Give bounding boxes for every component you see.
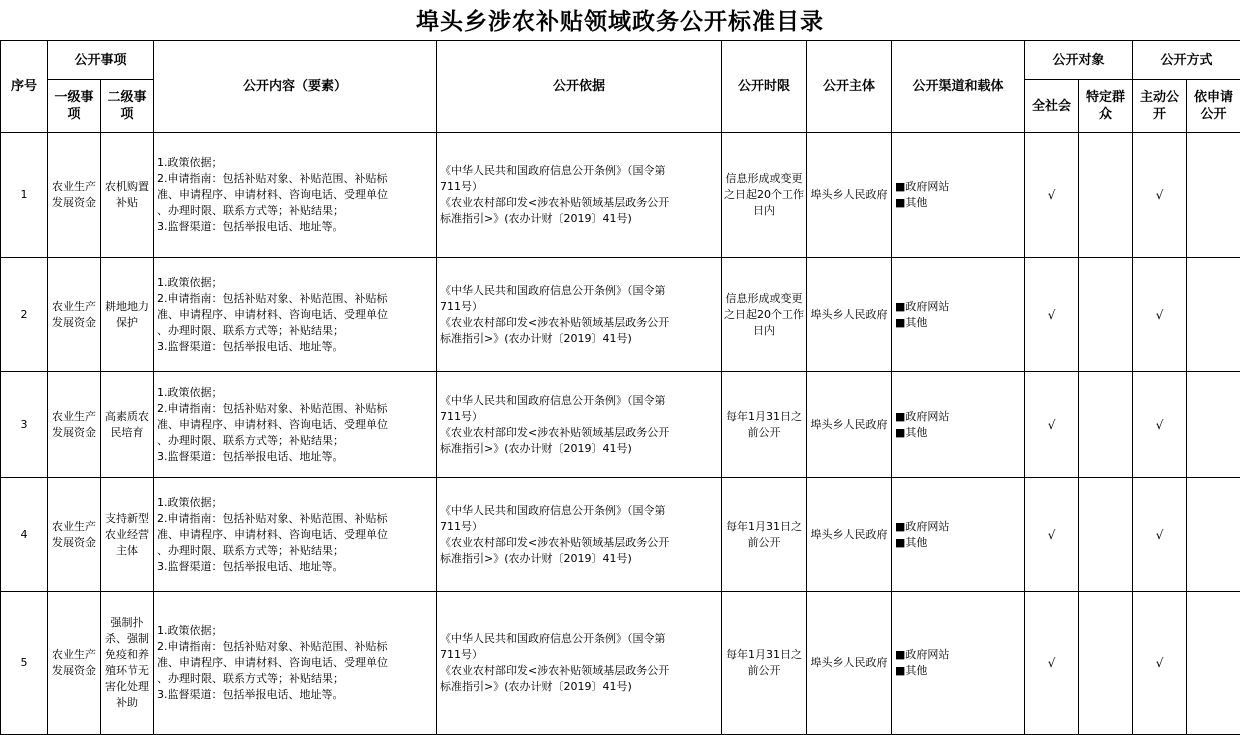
cell-basis-line: 《中华人民共和国政府信息公开条例》（国令第 (440, 631, 719, 647)
cell-channel-line: ■其他 (895, 663, 1022, 679)
cell-content-line: 3.监督渠道：包括举报电话、地址等。 (157, 339, 434, 355)
cell-basis-line: 711号） (440, 647, 719, 663)
cell-basis-line: 711号） (440, 299, 719, 315)
cell-time: 每年1月31日之前公开 (722, 592, 807, 735)
cell-basis-line: 《农业农村部印发<涉农补贴领域基层政务公开 (440, 195, 719, 211)
cell-content-line: 准、申请程序、申请材料、咨询电话、受理单位 (157, 655, 434, 671)
header-specific-group: 特定群众 (1079, 80, 1133, 133)
cell-content (154, 478, 437, 592)
cell-content-line: 1.政策依据； (157, 385, 434, 401)
cell-all-society: √ (1025, 478, 1079, 592)
cell-content-line: 2.申请指南：包括补贴对象、补贴范围、补贴标 (157, 171, 434, 187)
cell-active: √ (1133, 258, 1187, 372)
cell-level2: 农机购置补贴 (101, 133, 154, 258)
cell-content (154, 372, 437, 478)
cell-basis-line: 《农业农村部印发<涉农补贴领域基层政务公开 (440, 425, 719, 441)
cell-content-line: 2.申请指南：包括补贴对象、补贴范围、补贴标 (157, 639, 434, 655)
cell-channel-line: ■政府网站 (895, 409, 1022, 425)
cell-channel (892, 478, 1025, 592)
header-seq: 序号 (1, 41, 48, 133)
header-time: 公开时限 (722, 41, 807, 133)
cell-level2: 耕地地力保护 (101, 258, 154, 372)
cell-specific-group (1079, 592, 1133, 735)
header-level2: 二级事项 (101, 80, 154, 133)
cell-basis-line: 711号） (440, 409, 719, 425)
cell-content (154, 592, 437, 735)
cell-content-line: 1.政策依据； (157, 495, 434, 511)
cell-content-line: 、办理时限、联系方式等；补贴结果； (157, 543, 434, 559)
cell-channel-line: ■其他 (895, 195, 1022, 211)
header-all-society: 全社会 (1025, 80, 1079, 133)
header-active: 主动公开 (1133, 80, 1187, 133)
cell-subject: 埠头乡人民政府 (807, 478, 892, 592)
cell-specific-group (1079, 133, 1133, 258)
header-items: 公开事项 (48, 41, 154, 80)
cell-channel-line: ■政府网站 (895, 519, 1022, 535)
cell-basis (437, 133, 722, 258)
cell-all-society: √ (1025, 133, 1079, 258)
cell-channel-line: ■政府网站 (895, 179, 1022, 195)
cell-content-line: 、办理时限、联系方式等；补贴结果； (157, 323, 434, 339)
cell-level1: 农业生产发展资金 (48, 372, 101, 478)
cell-channel (892, 592, 1025, 735)
cell-basis-line: 《农业农村部印发<涉农补贴领域基层政务公开 (440, 535, 719, 551)
cell-content-line: 准、申请程序、申请材料、咨询电话、受理单位 (157, 527, 434, 543)
cell-all-society: √ (1025, 258, 1079, 372)
cell-channel-line: ■政府网站 (895, 647, 1022, 663)
cell-time: 信息形成或变更之日起20个工作日内 (722, 258, 807, 372)
cell-basis-line: 711号） (440, 519, 719, 535)
cell-content-line: 1.政策依据； (157, 623, 434, 639)
cell-basis-line: 《农业农村部印发<涉农补贴领域基层政务公开 (440, 663, 719, 679)
cell-time: 每年1月31日之前公开 (722, 372, 807, 478)
cell-active: √ (1133, 592, 1187, 735)
cell-content-line: 3.监督渠道：包括举报电话、地址等。 (157, 219, 434, 235)
cell-on-request (1187, 478, 1240, 592)
cell-content-line: 准、申请程序、申请材料、咨询电话、受理单位 (157, 417, 434, 433)
cell-specific-group (1079, 372, 1133, 478)
cell-content-line: 3.监督渠道：包括举报电话、地址等。 (157, 687, 434, 703)
cell-active: √ (1133, 133, 1187, 258)
cell-seq: 4 (1, 478, 48, 592)
cell-basis-line: 标准指引>》(农办计财〔2019〕41号) (440, 551, 719, 567)
cell-content-line: 、办理时限、联系方式等；补贴结果； (157, 433, 434, 449)
cell-content-line: 3.监督渠道：包括举报电话、地址等。 (157, 559, 434, 575)
cell-content (154, 258, 437, 372)
cell-on-request (1187, 372, 1240, 478)
cell-basis-line: 标准指引>》(农办计财〔2019〕41号) (440, 211, 719, 227)
cell-content-line: 准、申请程序、申请材料、咨询电话、受理单位 (157, 307, 434, 323)
cell-level2: 高素质农民培育 (101, 372, 154, 478)
cell-level1: 农业生产发展资金 (48, 258, 101, 372)
header-on-request: 依申请公开 (1187, 80, 1240, 133)
cell-content-line: 准、申请程序、申请材料、咨询电话、受理单位 (157, 187, 434, 203)
cell-subject: 埠头乡人民政府 (807, 133, 892, 258)
cell-basis (437, 592, 722, 735)
cell-basis-line: 标准指引>》(农办计财〔2019〕41号) (440, 441, 719, 457)
cell-level2: 强制扑杀、强制免疫和养殖环节无害化处理补助 (101, 592, 154, 735)
cell-content-line: 3.监督渠道：包括举报电话、地址等。 (157, 449, 434, 465)
cell-level1: 农业生产发展资金 (48, 592, 101, 735)
cell-specific-group (1079, 258, 1133, 372)
header-basis: 公开依据 (437, 41, 722, 133)
cell-all-society: √ (1025, 372, 1079, 478)
table-row (1, 258, 1240, 372)
cell-on-request (1187, 592, 1240, 735)
cell-basis-line: 《中华人民共和国政府信息公开条例》（国令第 (440, 393, 719, 409)
cell-basis-line: 711号） (440, 179, 719, 195)
cell-basis (437, 258, 722, 372)
cell-subject: 埠头乡人民政府 (807, 592, 892, 735)
cell-content-line: 2.申请指南：包括补贴对象、补贴范围、补贴标 (157, 291, 434, 307)
cell-channel-line: ■其他 (895, 535, 1022, 551)
header-content: 公开内容（要素） (154, 41, 437, 133)
header-target: 公开对象 (1025, 41, 1133, 80)
cell-specific-group (1079, 478, 1133, 592)
page-title: 埠头乡涉农补贴领域政务公开标准目录 (0, 0, 1240, 42)
header-level1: 一级事项 (48, 80, 101, 133)
cell-seq: 1 (1, 133, 48, 258)
cell-seq: 2 (1, 258, 48, 372)
cell-subject: 埠头乡人民政府 (807, 258, 892, 372)
cell-basis-line: 《中华人民共和国政府信息公开条例》（国令第 (440, 163, 719, 179)
cell-channel-line: ■其他 (895, 315, 1022, 331)
table-row (1, 372, 1240, 478)
cell-active: √ (1133, 478, 1187, 592)
table-row (1, 592, 1240, 735)
cell-content-line: 、办理时限、联系方式等；补贴结果； (157, 671, 434, 687)
table-row (1, 478, 1240, 592)
cell-channel (892, 258, 1025, 372)
cell-level2: 支持新型农业经营主体 (101, 478, 154, 592)
catalog-table (0, 40, 1240, 735)
cell-channel (892, 133, 1025, 258)
cell-content-line: 1.政策依据； (157, 275, 434, 291)
cell-basis-line: 《农业农村部印发<涉农补贴领域基层政务公开 (440, 315, 719, 331)
cell-on-request (1187, 133, 1240, 258)
cell-active: √ (1133, 372, 1187, 478)
cell-subject: 埠头乡人民政府 (807, 372, 892, 478)
table-row (1, 133, 1240, 258)
cell-basis-line: 《中华人民共和国政府信息公开条例》（国令第 (440, 283, 719, 299)
cell-channel (892, 372, 1025, 478)
cell-level1: 农业生产发展资金 (48, 478, 101, 592)
header-method: 公开方式 (1133, 41, 1240, 80)
cell-all-society: √ (1025, 592, 1079, 735)
cell-seq: 3 (1, 372, 48, 478)
cell-content-line: 2.申请指南：包括补贴对象、补贴范围、补贴标 (157, 401, 434, 417)
cell-content-line: 2.申请指南：包括补贴对象、补贴范围、补贴标 (157, 511, 434, 527)
cell-channel-line: ■政府网站 (895, 299, 1022, 315)
cell-on-request (1187, 258, 1240, 372)
cell-level1: 农业生产发展资金 (48, 133, 101, 258)
header-subject: 公开主体 (807, 41, 892, 133)
cell-basis-line: 标准指引>》(农办计财〔2019〕41号) (440, 331, 719, 347)
header-channel: 公开渠道和载体 (892, 41, 1025, 133)
cell-content-line: 、办理时限、联系方式等；补贴结果； (157, 203, 434, 219)
cell-time: 每年1月31日之前公开 (722, 478, 807, 592)
cell-basis-line: 标准指引>》(农办计财〔2019〕41号) (440, 679, 719, 695)
cell-time: 信息形成或变更之日起20个工作日内 (722, 133, 807, 258)
cell-channel-line: ■其他 (895, 425, 1022, 441)
cell-basis (437, 478, 722, 592)
cell-basis-line: 《中华人民共和国政府信息公开条例》（国令第 (440, 503, 719, 519)
cell-basis (437, 372, 722, 478)
cell-seq: 5 (1, 592, 48, 735)
cell-content (154, 133, 437, 258)
cell-content-line: 1.政策依据； (157, 155, 434, 171)
